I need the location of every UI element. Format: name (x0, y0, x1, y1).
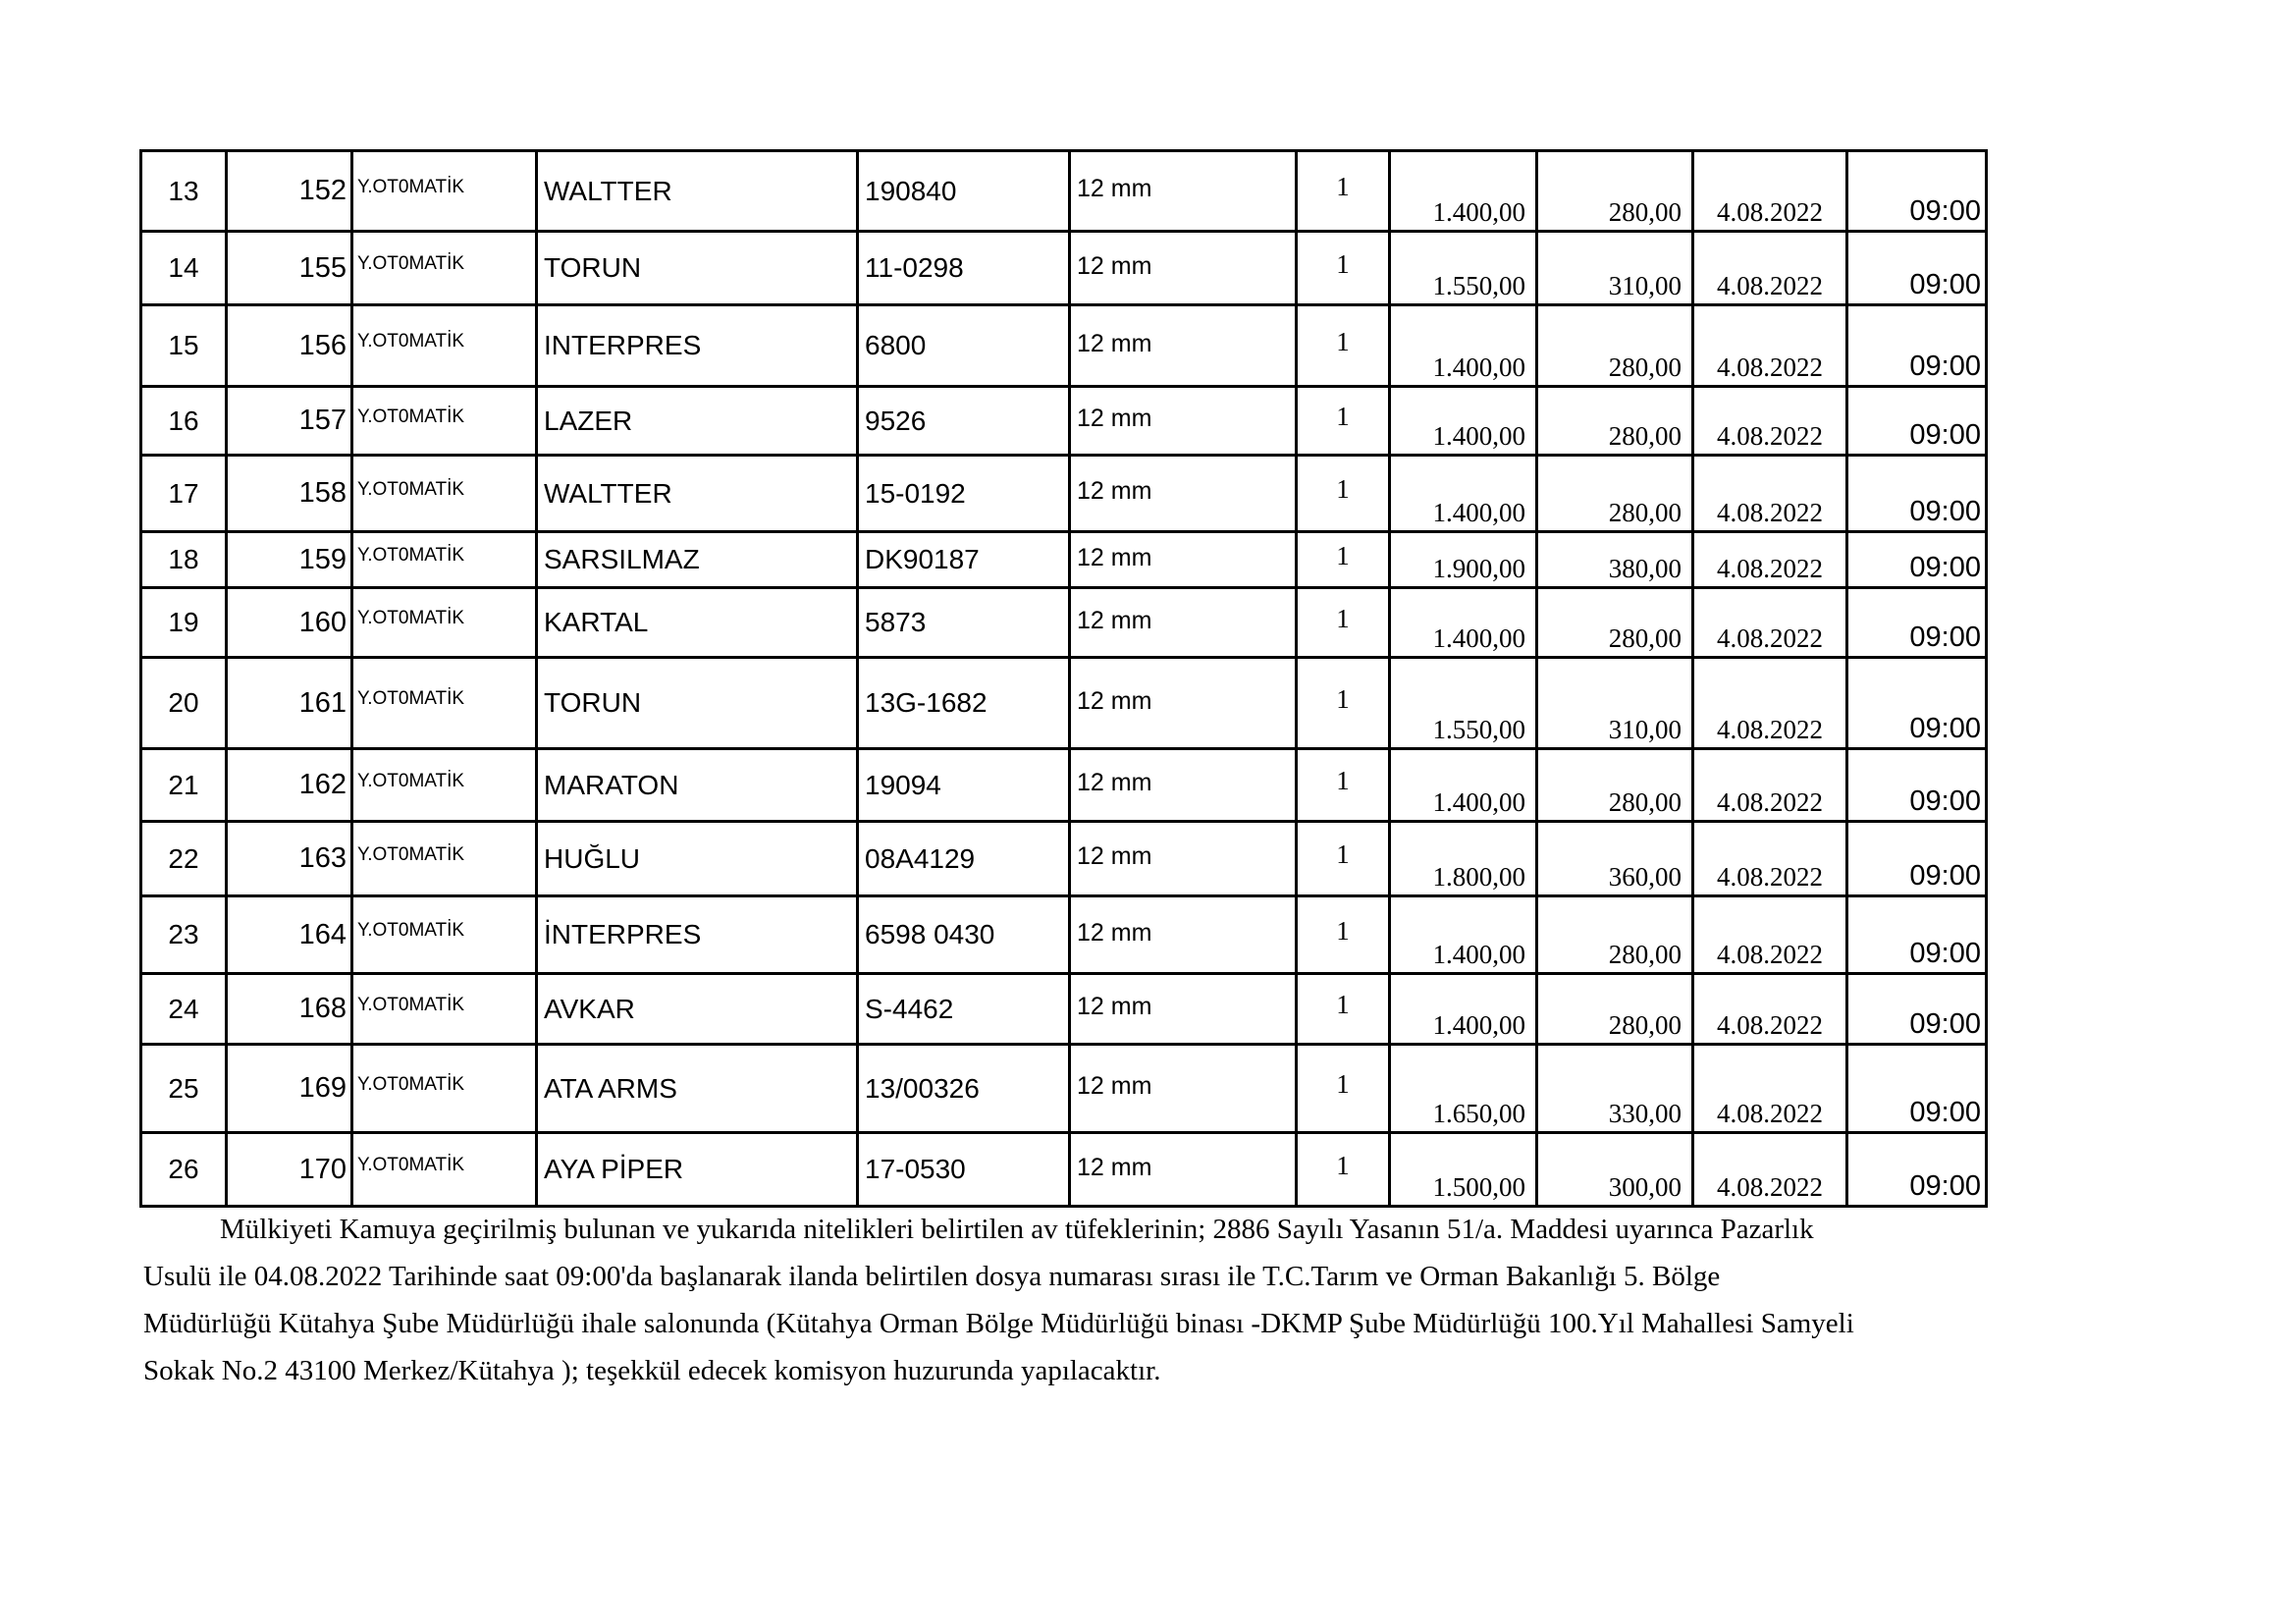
quantity-cell: 1 (1297, 749, 1390, 822)
quantity-cell: 1 (1297, 822, 1390, 896)
caliber-cell: 12 mm (1070, 896, 1297, 974)
deposit-cell: 280,00 (1537, 896, 1693, 974)
auction-date-cell: 4.08.2022 (1693, 822, 1847, 896)
deposit-cell: 380,00 (1537, 532, 1693, 588)
serial-number-cell: 9526 (858, 387, 1070, 456)
file-number-cell: 162 (227, 749, 352, 822)
quantity-cell: 1 (1297, 232, 1390, 305)
caliber-cell: 12 mm (1070, 974, 1297, 1045)
auction-time-cell: 09:00 (1847, 588, 1987, 658)
auction-date-cell: 4.08.2022 (1693, 588, 1847, 658)
row-number-cell: 18 (141, 532, 227, 588)
auction-date-cell: 4.08.2022 (1693, 974, 1847, 1045)
file-number-cell: 163 (227, 822, 352, 896)
brand-cell: WALTTER (537, 151, 858, 232)
file-number-cell: 159 (227, 532, 352, 588)
row-number-cell: 21 (141, 749, 227, 822)
notice-line-4: Sokak No.2 43100 Merkez/Kütahya ); teşekkül edecek komisyon huzurunda yapılacaktır. (143, 1355, 1161, 1386)
weapon-type-cell: Y.OT0MATİK (352, 532, 537, 588)
serial-number-cell: 13/00326 (858, 1045, 1070, 1133)
auction-time-cell: 09:00 (1847, 896, 1987, 974)
row-number-cell: 25 (141, 1045, 227, 1133)
auction-time-cell: 09:00 (1847, 232, 1987, 305)
table-row (141, 658, 1987, 749)
file-number-cell: 170 (227, 1133, 352, 1207)
auction-date-cell: 4.08.2022 (1693, 232, 1847, 305)
estimated-price-cell: 1.550,00 (1390, 232, 1537, 305)
file-number-cell: 155 (227, 232, 352, 305)
auction-date-cell: 4.08.2022 (1693, 387, 1847, 456)
notice-line-1: Mülkiyeti Kamuya geçirilmiş bulunan ve yukarıda nitelikleri belirtilen av tüfeklerinin; 2886 Sayılı Yasanın 51/a. Maddesi uyarınca Pazarlık (220, 1214, 1814, 1245)
quantity-cell: 1 (1297, 658, 1390, 749)
table-row (141, 305, 1987, 387)
estimated-price-cell: 1.400,00 (1390, 456, 1537, 532)
brand-cell: TORUN (537, 232, 858, 305)
quantity-cell: 1 (1297, 588, 1390, 658)
weapon-type-cell: Y.OT0MATİK (352, 658, 537, 749)
auction-time-cell: 09:00 (1847, 1045, 1987, 1133)
brand-cell: LAZER (537, 387, 858, 456)
weapon-type-cell: Y.OT0MATİK (352, 822, 537, 896)
table-row (141, 1133, 1987, 1207)
brand-cell: ATA ARMS (537, 1045, 858, 1133)
estimated-price-cell: 1.400,00 (1390, 588, 1537, 658)
serial-number-cell: 19094 (858, 749, 1070, 822)
serial-number-cell: DK90187 (858, 532, 1070, 588)
auction-time-cell: 09:00 (1847, 387, 1987, 456)
auction-date-cell: 4.08.2022 (1693, 1133, 1847, 1207)
deposit-cell: 280,00 (1537, 588, 1693, 658)
row-number-cell: 26 (141, 1133, 227, 1207)
auction-date-cell: 4.08.2022 (1693, 1045, 1847, 1133)
estimated-price-cell: 1.400,00 (1390, 305, 1537, 387)
row-number-cell: 14 (141, 232, 227, 305)
auction-date-cell: 4.08.2022 (1693, 456, 1847, 532)
estimated-price-cell: 1.400,00 (1390, 974, 1537, 1045)
table-body (141, 151, 1987, 1207)
auction-date-cell: 4.08.2022 (1693, 896, 1847, 974)
serial-number-cell: 190840 (858, 151, 1070, 232)
table-row (141, 456, 1987, 532)
serial-number-cell: 17-0530 (858, 1133, 1070, 1207)
weapon-type-cell: Y.OT0MATİK (352, 1133, 537, 1207)
auction-time-cell: 09:00 (1847, 1133, 1987, 1207)
auction-time-cell: 09:00 (1847, 822, 1987, 896)
brand-cell: İNTERPRES (537, 896, 858, 974)
deposit-cell: 280,00 (1537, 305, 1693, 387)
weapon-type-cell: Y.OT0MATİK (352, 456, 537, 532)
row-number-cell: 15 (141, 305, 227, 387)
table-row (141, 1045, 1987, 1133)
deposit-cell: 280,00 (1537, 456, 1693, 532)
weapon-type-cell: Y.OT0MATİK (352, 974, 537, 1045)
file-number-cell: 161 (227, 658, 352, 749)
file-number-cell: 169 (227, 1045, 352, 1133)
auction-time-cell: 09:00 (1847, 151, 1987, 232)
serial-number-cell: 08A4129 (858, 822, 1070, 896)
row-number-cell: 22 (141, 822, 227, 896)
quantity-cell: 1 (1297, 456, 1390, 532)
caliber-cell: 12 mm (1070, 822, 1297, 896)
caliber-cell: 12 mm (1070, 456, 1297, 532)
brand-cell: MARATON (537, 749, 858, 822)
estimated-price-cell: 1.400,00 (1390, 749, 1537, 822)
table-row (141, 588, 1987, 658)
estimated-price-cell: 1.900,00 (1390, 532, 1537, 588)
caliber-cell: 12 mm (1070, 232, 1297, 305)
auction-notice (143, 1206, 1989, 1394)
table-row (141, 974, 1987, 1045)
estimated-price-cell: 1.400,00 (1390, 896, 1537, 974)
deposit-cell: 280,00 (1537, 387, 1693, 456)
caliber-cell: 12 mm (1070, 532, 1297, 588)
table-row (141, 896, 1987, 974)
table-row (141, 232, 1987, 305)
caliber-cell: 12 mm (1070, 1133, 1297, 1207)
serial-number-cell: S-4462 (858, 974, 1070, 1045)
weapon-type-cell: Y.OT0MATİK (352, 305, 537, 387)
table-row (141, 822, 1987, 896)
file-number-cell: 158 (227, 456, 352, 532)
row-number-cell: 24 (141, 974, 227, 1045)
row-number-cell: 19 (141, 588, 227, 658)
weapon-type-cell: Y.OT0MATİK (352, 588, 537, 658)
deposit-cell: 360,00 (1537, 822, 1693, 896)
auction-date-cell: 4.08.2022 (1693, 658, 1847, 749)
file-number-cell: 152 (227, 151, 352, 232)
quantity-cell: 1 (1297, 974, 1390, 1045)
estimated-price-cell: 1.400,00 (1390, 151, 1537, 232)
file-number-cell: 164 (227, 896, 352, 974)
auction-time-cell: 09:00 (1847, 305, 1987, 387)
quantity-cell: 1 (1297, 1133, 1390, 1207)
estimated-price-cell: 1.400,00 (1390, 387, 1537, 456)
table-row (141, 387, 1987, 456)
deposit-cell: 280,00 (1537, 151, 1693, 232)
row-number-cell: 23 (141, 896, 227, 974)
brand-cell: TORUN (537, 658, 858, 749)
caliber-cell: 12 mm (1070, 749, 1297, 822)
estimated-price-cell: 1.500,00 (1390, 1133, 1537, 1207)
weapon-type-cell: Y.OT0MATİK (352, 896, 537, 974)
auction-date-cell: 4.08.2022 (1693, 151, 1847, 232)
brand-cell: WALTTER (537, 456, 858, 532)
deposit-cell: 310,00 (1537, 658, 1693, 749)
auction-time-cell: 09:00 (1847, 532, 1987, 588)
estimated-price-cell: 1.650,00 (1390, 1045, 1537, 1133)
deposit-cell: 300,00 (1537, 1133, 1693, 1207)
deposit-cell: 310,00 (1537, 232, 1693, 305)
auction-time-cell: 09:00 (1847, 658, 1987, 749)
serial-number-cell: 11-0298 (858, 232, 1070, 305)
notice-line-3: Müdürlüğü Kütahya Şube Müdürlüğü ihale salonunda (Kütahya Orman Bölge Müdürlüğü binası -DKMP Şube Müdürlüğü 100.Yıl Mahallesi Samyeli (143, 1308, 1854, 1339)
file-number-cell: 157 (227, 387, 352, 456)
weapon-type-cell: Y.OT0MATİK (352, 387, 537, 456)
quantity-cell: 1 (1297, 387, 1390, 456)
auction-table (139, 149, 1988, 1208)
weapon-type-cell: Y.OT0MATİK (352, 151, 537, 232)
caliber-cell: 12 mm (1070, 305, 1297, 387)
weapon-type-cell: Y.OT0MATİK (352, 232, 537, 305)
auction-time-cell: 09:00 (1847, 974, 1987, 1045)
serial-number-cell: 13G-1682 (858, 658, 1070, 749)
serial-number-cell: 6800 (858, 305, 1070, 387)
row-number-cell: 13 (141, 151, 227, 232)
estimated-price-cell: 1.800,00 (1390, 822, 1537, 896)
quantity-cell: 1 (1297, 896, 1390, 974)
table-row (141, 151, 1987, 232)
deposit-cell: 330,00 (1537, 1045, 1693, 1133)
quantity-cell: 1 (1297, 532, 1390, 588)
table-row (141, 532, 1987, 588)
file-number-cell: 168 (227, 974, 352, 1045)
quantity-cell: 1 (1297, 151, 1390, 232)
serial-number-cell: 6598 0430 (858, 896, 1070, 974)
brand-cell: AVKAR (537, 974, 858, 1045)
deposit-cell: 280,00 (1537, 749, 1693, 822)
quantity-cell: 1 (1297, 1045, 1390, 1133)
weapon-type-cell: Y.OT0MATİK (352, 1045, 537, 1133)
brand-cell: AYA PİPER (537, 1133, 858, 1207)
table-row (141, 749, 1987, 822)
caliber-cell: 12 mm (1070, 1045, 1297, 1133)
caliber-cell: 12 mm (1070, 588, 1297, 658)
file-number-cell: 156 (227, 305, 352, 387)
auction-time-cell: 09:00 (1847, 749, 1987, 822)
auction-time-cell: 09:00 (1847, 456, 1987, 532)
weapon-type-cell: Y.OT0MATİK (352, 749, 537, 822)
estimated-price-cell: 1.550,00 (1390, 658, 1537, 749)
brand-cell: HUĞLU (537, 822, 858, 896)
brand-cell: SARSILMAZ (537, 532, 858, 588)
file-number-cell: 160 (227, 588, 352, 658)
caliber-cell: 12 mm (1070, 151, 1297, 232)
brand-cell: KARTAL (537, 588, 858, 658)
row-number-cell: 17 (141, 456, 227, 532)
deposit-cell: 280,00 (1537, 974, 1693, 1045)
serial-number-cell: 5873 (858, 588, 1070, 658)
row-number-cell: 16 (141, 387, 227, 456)
caliber-cell: 12 mm (1070, 387, 1297, 456)
brand-cell: INTERPRES (537, 305, 858, 387)
auction-date-cell: 4.08.2022 (1693, 305, 1847, 387)
serial-number-cell: 15-0192 (858, 456, 1070, 532)
caliber-cell: 12 mm (1070, 658, 1297, 749)
quantity-cell: 1 (1297, 305, 1390, 387)
notice-line-2: Usulü ile 04.08.2022 Tarihinde saat 09:00'da başlanarak ilanda belirtilen dosya numarası sırası ile T.C.Tarım ve Orman Bakanlığı 5. Bölge (143, 1261, 1721, 1292)
auction-date-cell: 4.08.2022 (1693, 532, 1847, 588)
auction-date-cell: 4.08.2022 (1693, 749, 1847, 822)
row-number-cell: 20 (141, 658, 227, 749)
